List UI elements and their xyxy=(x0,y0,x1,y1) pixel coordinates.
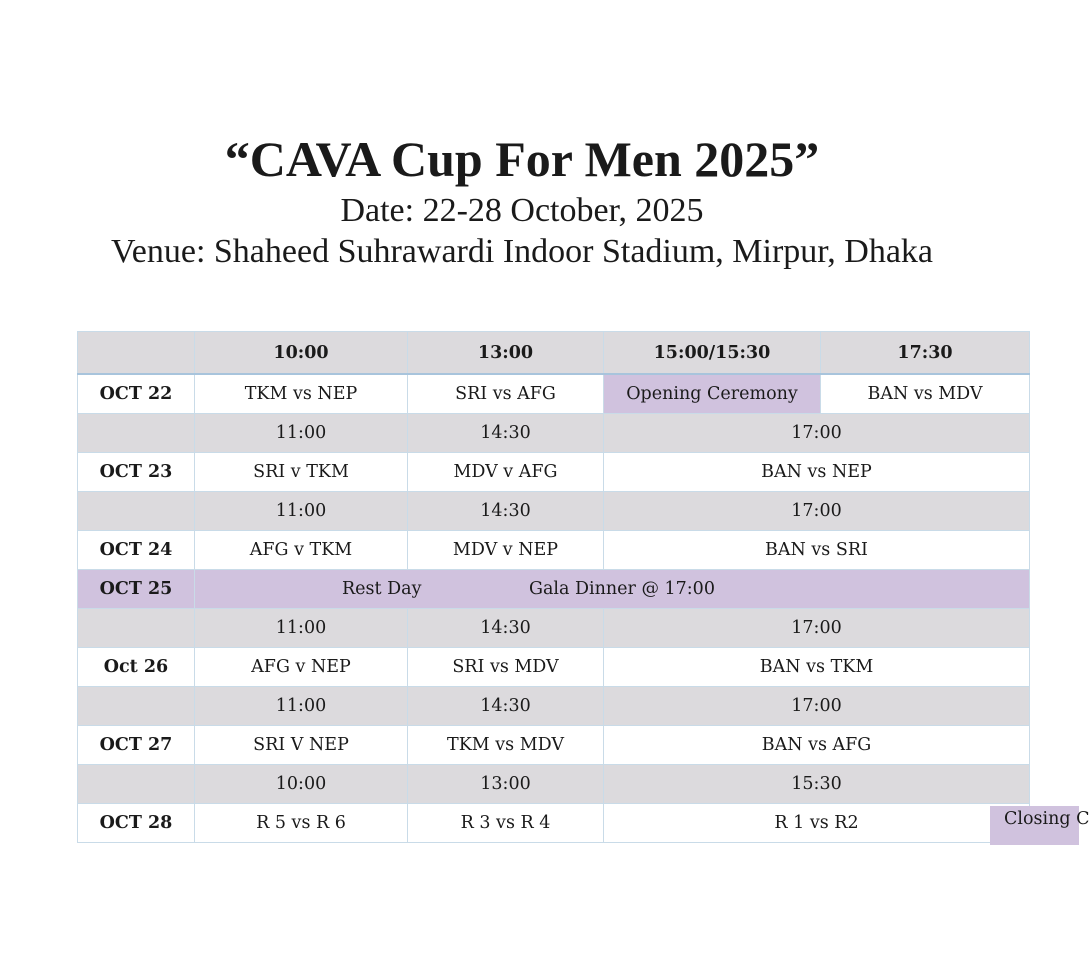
match-cell: TKM vs MDV xyxy=(408,726,604,765)
time-cell: 14:30 xyxy=(408,687,604,726)
match-cell: AFG v NEP xyxy=(195,648,408,687)
date-cell: OCT 27 xyxy=(78,726,195,765)
table-row xyxy=(78,804,1030,843)
column-header-slot-3: 15:00/15:30 xyxy=(604,332,821,375)
table-row xyxy=(78,453,1030,492)
table-row xyxy=(78,648,1030,687)
time-row xyxy=(78,765,1030,804)
rest-day-label: Rest Day xyxy=(342,579,422,599)
time-cell: 13:00 xyxy=(408,765,604,804)
time-cell: 11:00 xyxy=(195,414,408,453)
column-header-slot-4: 17:30 xyxy=(821,332,1030,375)
time-cell: 10:00 xyxy=(195,765,408,804)
time-row xyxy=(78,609,1030,648)
date-cell: Oct 26 xyxy=(78,648,195,687)
match-cell: SRI vs MDV xyxy=(408,648,604,687)
match-cell: MDV v NEP xyxy=(408,531,604,570)
match-cell: AFG v TKM xyxy=(195,531,408,570)
time-cell: 11:00 xyxy=(195,492,408,531)
column-header-slot-2: 13:00 xyxy=(408,332,604,375)
time-cell: 14:30 xyxy=(408,609,604,648)
time-row xyxy=(78,492,1030,531)
time-cell-empty xyxy=(78,765,195,804)
match-cell: BAN vs SRI xyxy=(604,531,1030,570)
match-cell: MDV v AFG xyxy=(408,453,604,492)
table-row xyxy=(78,374,1030,414)
time-cell: 17:00 xyxy=(604,492,1030,531)
column-header-slot-1: 10:00 xyxy=(195,332,408,375)
match-cell: R 5 vs R 6 xyxy=(195,804,408,843)
time-row xyxy=(78,414,1030,453)
time-cell: 15:30 xyxy=(604,765,1030,804)
time-cell-empty xyxy=(78,414,195,453)
match-cell: BAN vs TKM xyxy=(604,648,1030,687)
date-cell: OCT 23 xyxy=(78,453,195,492)
event-date: Date: 22-28 October, 2025 xyxy=(340,192,704,229)
match-cell: TKM vs NEP xyxy=(195,374,408,414)
match-cell: R 3 vs R 4 xyxy=(408,804,604,843)
time-cell: 17:00 xyxy=(604,414,1030,453)
match-cell: BAN vs NEP xyxy=(604,453,1030,492)
time-cell: 11:00 xyxy=(195,609,408,648)
time-cell: 14:30 xyxy=(408,414,604,453)
time-cell-empty xyxy=(78,609,195,648)
time-cell-empty xyxy=(78,492,195,531)
time-cell: 17:00 xyxy=(604,687,1030,726)
time-cell: 11:00 xyxy=(195,687,408,726)
closing-ceremony-cell: Closing C xyxy=(990,806,1079,845)
opening-ceremony-cell: Opening Ceremony xyxy=(604,374,821,414)
match-cell: BAN vs MDV xyxy=(821,374,1030,414)
table-header-row xyxy=(78,332,1030,375)
document-header xyxy=(0,128,1044,272)
match-cell: SRI v TKM xyxy=(195,453,408,492)
date-cell: OCT 24 xyxy=(78,531,195,570)
time-cell: 17:00 xyxy=(604,609,1030,648)
time-row xyxy=(78,687,1030,726)
match-cell: SRI V NEP xyxy=(195,726,408,765)
rest-day-row xyxy=(78,570,1030,609)
match-cell: SRI vs AFG xyxy=(408,374,604,414)
event-venue: Venue: Shaheed Suhrawardi Indoor Stadium, Mirpur, Dhaka xyxy=(110,233,933,270)
date-cell: OCT 22 xyxy=(78,374,195,414)
column-header-date xyxy=(78,332,195,375)
match-cell: BAN vs AFG xyxy=(604,726,1030,765)
gala-dinner-label: Gala Dinner @ 17:00 xyxy=(529,579,715,599)
date-cell: OCT 25 xyxy=(78,570,195,609)
rest-day-cell xyxy=(195,570,1030,609)
match-schedule-table xyxy=(77,331,1030,843)
final-match-cell: R 1 vs R2 xyxy=(604,804,1030,843)
event-title: “CAVA Cup For Men 2025” xyxy=(224,131,820,187)
table-row xyxy=(78,726,1030,765)
time-cell-empty xyxy=(78,687,195,726)
date-cell: OCT 28 xyxy=(78,804,195,843)
time-cell: 14:30 xyxy=(408,492,604,531)
table-row xyxy=(78,531,1030,570)
